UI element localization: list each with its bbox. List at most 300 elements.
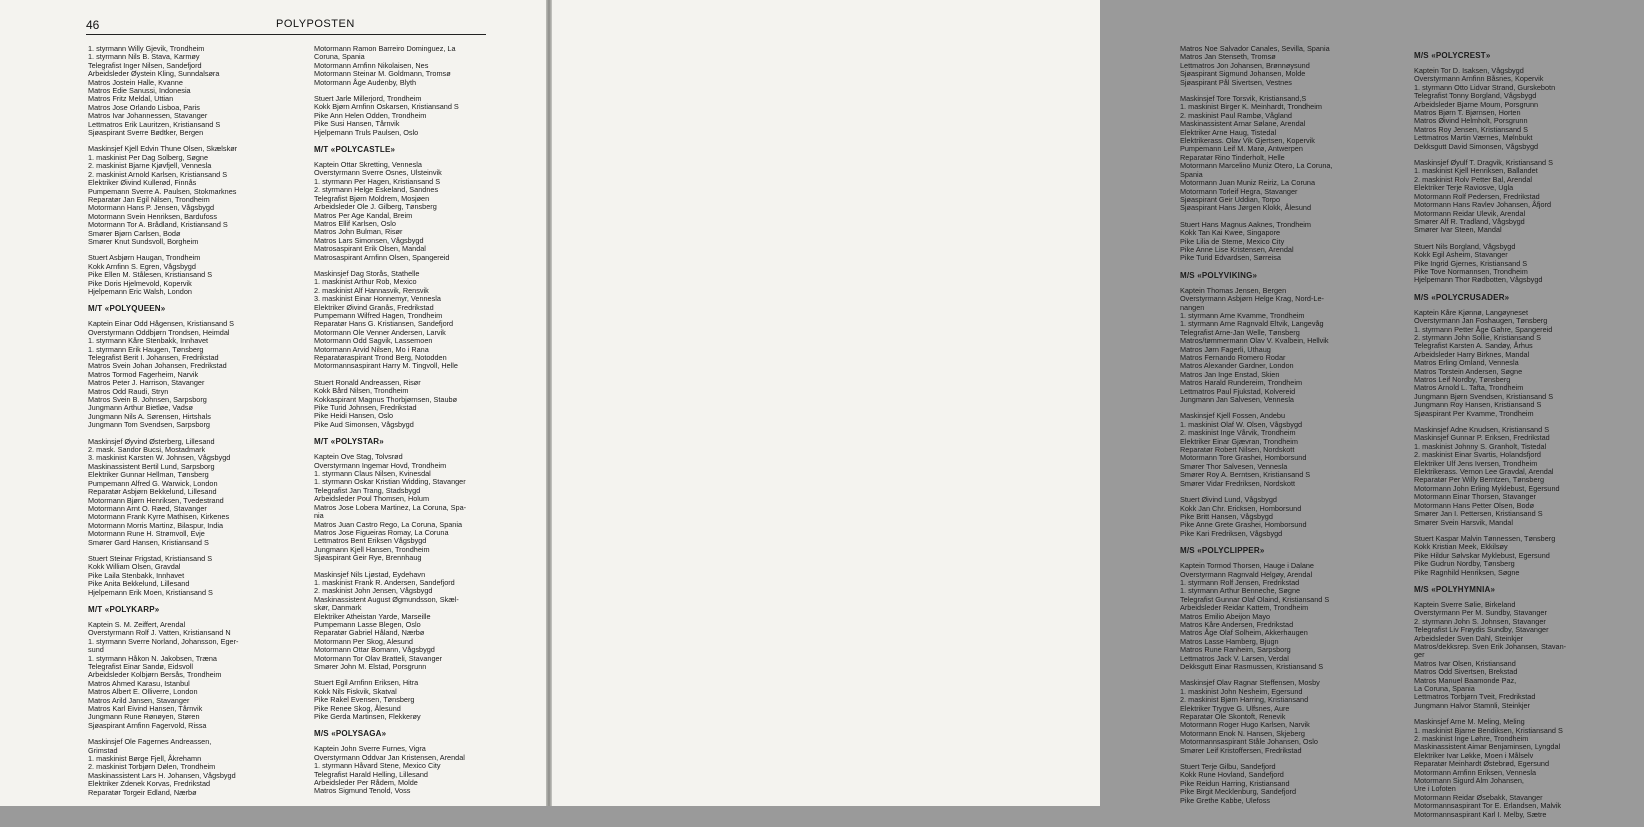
crew-entry: Lettmatros Jon Johansen, Brønnøysund bbox=[1180, 60, 1310, 70]
crew-entry: Motormann Ole Venner Andersen, Larvik bbox=[314, 327, 446, 337]
crew-entry: Matros Ivar Olsen, Kristiansand bbox=[1414, 658, 1516, 668]
crew-entry: Kokk Tan Kai Kwee, Singapore bbox=[1180, 228, 1281, 238]
crew-list bbox=[1180, 763, 1404, 805]
crew-list bbox=[1414, 309, 1644, 418]
crew-entry: Matros Svein Johan Johansen, Fredrikstad bbox=[88, 361, 227, 371]
crew-entry: Matros Fritz Meldal, Uttian bbox=[88, 94, 174, 104]
crew-entry: Reparatøraspirant Trond Berg, Notodden bbox=[314, 353, 447, 362]
crew-entry: Pike Renee Skog, Ålesund bbox=[314, 703, 401, 713]
crew-entry: Arbeidsleder Per Rådem, Molde bbox=[314, 778, 418, 788]
crew-entry: Motormann Reidar Øsebakk, Stavanger bbox=[1414, 792, 1543, 802]
crew-list bbox=[1180, 45, 1404, 87]
crew-list bbox=[314, 270, 536, 371]
crew-entry: 1. styrmann Rolf Jensen, Fredrikstad bbox=[1180, 577, 1300, 587]
crew-entry: Pike Rakel Evensen, Tønsberg bbox=[314, 695, 415, 705]
running-title: POLYPOSTEN bbox=[276, 18, 355, 30]
crew-entry: Pike Ellen M. Stålesen, Kristiansand S bbox=[88, 270, 213, 280]
crew-list bbox=[88, 555, 300, 597]
crew-entry: Reparatør Rino Tinderholt, Helle bbox=[1180, 152, 1285, 162]
ship-heading: M/T «POLYKARP» bbox=[88, 604, 160, 614]
crew-entry: skør, Danmark bbox=[314, 603, 362, 613]
crew-entry: 1. styrmann Petter Åge Gahre, Spangereid bbox=[1414, 324, 1553, 334]
crew-entry: Matros Manuel Baamonde Paz, bbox=[1414, 675, 1517, 685]
crew-entry: 2. styrmann Helge Eskeland, Sandnes bbox=[314, 185, 439, 195]
crew-entry: Motormann Åge Audenby, Blyth bbox=[314, 77, 417, 87]
crew-entry: 1. styrmann Nils B. Stava, Karmøy bbox=[88, 52, 200, 62]
crew-entry: Elektriker Arne Haug, Tistedal bbox=[1180, 127, 1277, 137]
crew-entry: Stuert Øivind Lund, Vågsbygd bbox=[1180, 495, 1277, 505]
crew-entry: Lettmatros Paul Fjukstad, Kolvereid bbox=[1180, 386, 1296, 396]
crew-entry: Arbeidsleder Sven Dahl, Steinkjer bbox=[1414, 633, 1524, 643]
crew-entry: Overstyrmann Ragnvald Helgøy, Arendal bbox=[1180, 569, 1313, 579]
crew-entry: Sjøaspirant Sigmund Johansen, Molde bbox=[1180, 69, 1306, 79]
crew-entry: Smører John M. Elstad, Porsgrunn bbox=[314, 662, 427, 671]
crew-entry: Telegrafist Karsten A. Sandøy, Århus bbox=[1414, 341, 1533, 351]
crew-entry: Kaptein John Sverre Furnes, Vigra bbox=[314, 744, 426, 754]
crew-entry: Matros Bjørn T. Bjørnsen, Horten bbox=[1414, 108, 1521, 118]
crew-entry: Maskinsjef Olav Ragnar Steffensen, Mosby bbox=[1180, 678, 1320, 688]
crew-entry: Stuert Asbjørn Haugan, Trondheim bbox=[88, 253, 201, 263]
crew-entry: nangen bbox=[1180, 302, 1205, 312]
crew-entry: Reparatør Torgeir Edland, Nærbø bbox=[88, 787, 197, 797]
right-page bbox=[552, 0, 1567, 819]
crew-entry: Kokk Nils Fiskvik, Skatval bbox=[314, 686, 397, 696]
crew-entry: Overstyrmann Jan Foshaugen, Tønsberg bbox=[1414, 316, 1548, 326]
crew-entry: Pumpemann Wilfred Hagen, Trondheim bbox=[314, 310, 443, 320]
crew-entry: Dekksgutt Einar Rasmussen, Kristiansand S bbox=[1180, 662, 1324, 671]
crew-entry: Kaptein Kåre Kjønnø, Langøyneset bbox=[1414, 307, 1528, 317]
crew-entry: 1. maskinist Johnny S. Granholt, Tistedal bbox=[1414, 441, 1547, 451]
crew-entry: Matros Sigmund Tenold, Voss bbox=[314, 786, 411, 796]
crew-entry: Lettmatros Bent Eriksen Vågsbygd bbox=[314, 536, 427, 546]
crew-entry: Pike Susi Hansen, Tårnvik bbox=[314, 119, 400, 129]
crew-entry: Kokk Kristian Meek, Ekkilsøy bbox=[1414, 542, 1508, 552]
crew-entry: Matros Øivind Helmholt, Porsgrunn bbox=[1414, 116, 1528, 126]
crew-entry: 2. maskinist Paul Rambø, Vågland bbox=[1180, 110, 1292, 120]
crew-entry: 2. maskinist Arnold Karlsen, Kristiansand S bbox=[88, 169, 228, 179]
crew-entry: Kokkaspirant Magnus Thorbjørnsen, Staubø bbox=[314, 394, 458, 404]
crew-entry: Motormann Hans Petter Olsen, Bodø bbox=[1414, 500, 1535, 510]
crew-entry: Telegrafist Inger Nilsen, Sandefjord bbox=[88, 60, 202, 70]
crew-list bbox=[314, 571, 536, 672]
crew-entry: Maskinsjef Adne Knudsen, Kristiansand S bbox=[1414, 425, 1550, 435]
crew-entry: Smører Alf R. Tradland, Vågsbygd bbox=[1414, 216, 1525, 226]
crew-entry: Pumpemann Leif M. Marø, Antwerpen bbox=[1180, 144, 1303, 154]
crew-entry: Matros Harald Rundereim, Trondheim bbox=[1180, 378, 1303, 388]
crew-entry: Smører Thor Salvesen, Vennesla bbox=[1180, 461, 1288, 471]
crew-list bbox=[1414, 243, 1644, 285]
crew-entry: ger bbox=[1414, 650, 1425, 660]
crew-entry: Elektriker Gunnar Hellman, Tønsberg bbox=[88, 470, 209, 480]
crew-entry: Pike Turid Edvardsen, Sørreisa bbox=[1180, 253, 1281, 263]
crew-entry: 1. maskinist Bjarne Bendiksen, Kristiansand S bbox=[1414, 725, 1563, 735]
crew-entry: Lettmatros Martin Værnes, Mølnbukt bbox=[1414, 133, 1533, 143]
crew-entry: Overstyrmann Ingemar Hovd, Trondheim bbox=[314, 460, 447, 470]
crew-entry: nia bbox=[314, 511, 324, 521]
crew-entry: 1. styrmann Willy Gjevik, Trondheim bbox=[88, 44, 205, 53]
crew-entry: Matros Ivar Johannessen, Stavanger bbox=[88, 111, 208, 121]
crew-entry: Smører Svein Harsvik, Mandal bbox=[1414, 517, 1513, 527]
crew-entry: Matros Tormod Fagerheim, Narvik bbox=[88, 369, 199, 379]
crew-list bbox=[1414, 535, 1644, 577]
crew-entry: Motormann Ramon Barreiro Dominguez, La bbox=[314, 44, 456, 53]
crew-entry: Motormann Marcelino Muniz Otero, La Coruna, bbox=[1180, 161, 1333, 171]
crew-list bbox=[88, 45, 300, 137]
crew-entry: Motormann Enok N. Hansen, Skjeberg bbox=[1180, 728, 1305, 738]
crew-entry: Matros Jan Stenseth, Tromsø bbox=[1180, 52, 1276, 62]
crew-entry: Stuert Terje Gilbu, Sandefjord bbox=[1180, 762, 1276, 772]
crew-entry: Motormann Arnfinn Nikolaisen, Nes bbox=[314, 60, 429, 70]
crew-entry: Matros Lasse Hamberg, Bjugn bbox=[1180, 636, 1279, 646]
crew-entry: Motormann Tore Grashei, Homborsund bbox=[1180, 453, 1307, 463]
crew-entry: Matros Leif Nordby, Tønsberg bbox=[1414, 375, 1511, 384]
crew-entry: 1. maskinist Børge Fjell, Åkrehamn bbox=[88, 754, 202, 764]
crew-entry: Kaptein Thomas Jensen, Bergen bbox=[1180, 285, 1287, 295]
crew-entry: Kokk Rune Hovland, Sandefjord bbox=[1180, 770, 1284, 780]
crew-entry: Matros Juan Castro Rego, La Coruna, Spania bbox=[314, 519, 463, 529]
crew-entry: Pike Grethe Kabbe, Ulefoss bbox=[1180, 795, 1271, 805]
crew-entry: 2. styrmann John S. Johnsen, Stavanger bbox=[1414, 616, 1546, 626]
crew-entry: Motormannsaspirant Ståle Johansen, Oslo bbox=[1180, 737, 1318, 747]
crew-entry: Matros Fernando Romero Rodar bbox=[1180, 353, 1286, 362]
crew-entry: Pike Anne Grete Grashei, Homborsund bbox=[1180, 520, 1307, 530]
crew-entry: Matros Lars Simonsen, Vågsbygd bbox=[314, 235, 424, 245]
crew-entry: Motormann Frank Kyrre Mathisen, Kirkenes bbox=[88, 512, 230, 522]
crew-entry: Pike Heidi Hansen, Oslo bbox=[314, 411, 394, 421]
crew-entry: Sjøaspirant Per Kvamme, Trondheim bbox=[1414, 408, 1534, 418]
crew-entry: Motormann Tor Olav Bratteli, Stavanger bbox=[314, 653, 443, 663]
crew-entry: Spania bbox=[1180, 169, 1203, 179]
crew-entry: Kaptein Einar Odd Hågensen, Kristiansand S bbox=[88, 319, 235, 329]
crew-entry: Pike Gudrun Nordby, Tønsberg bbox=[1414, 559, 1515, 569]
crew-entry: Overstyrmann Sverre Osnes, Ulsteinvik bbox=[314, 168, 442, 178]
crew-entry: Hjelpemann Erik Moen, Kristiansand S bbox=[88, 587, 213, 597]
crew-entry: Pike Reidun Harring, Kristiansand bbox=[1180, 778, 1290, 788]
crew-entry: 2. maskinist Inge Vårvik, Trondheim bbox=[1180, 428, 1296, 438]
crew-entry: Matros Arild Jansen, Stavanger bbox=[88, 695, 190, 705]
crew-entry: Dekksgutt David Simonsen, Vågsbygd bbox=[1414, 141, 1539, 151]
crew-entry: 1. maskinist Arthur Rob, Mexico bbox=[314, 277, 417, 287]
crew-list bbox=[1414, 67, 1644, 151]
crew-entry: 1. styrmann Otto Lidvar Strand, Gurskebotn bbox=[1414, 82, 1556, 92]
crew-entry: Sjøaspirant Geir Rye, Brennhaug bbox=[314, 553, 422, 563]
crew-entry: Elektriker Terje Raviosve, Ugla bbox=[1414, 183, 1514, 193]
crew-entry: Arbeidsleder Reidar Kattem, Trondheim bbox=[1180, 603, 1309, 613]
crew-entry: Pike Kari Fredriksen, Vågsbygd bbox=[1180, 528, 1283, 538]
crew-entry: Pumpemann Sverre A. Paulsen, Stokmarknes bbox=[88, 186, 237, 196]
crew-entry: Matros Jose Orlando Lisboa, Paris bbox=[88, 102, 200, 112]
crew-entry: Matros Jan Inge Enstad, Skien bbox=[1180, 369, 1280, 379]
crew-entry: Motormann Torleif Hegra, Stavanger bbox=[1180, 186, 1298, 196]
crew-entry: Elektriker Zdenek Korvas, Fredrikstad bbox=[88, 779, 211, 789]
crew-entry: Lettmatros Jack V. Larsen, Verdal bbox=[1180, 653, 1289, 663]
crew-entry: Overstyrmann Oddbjørn Trondsen, Heimdal bbox=[88, 327, 230, 337]
crew-entry: Telegrafist Bjørn Moldrem, Mosjøen bbox=[314, 193, 430, 203]
crew-entry: 2. maskinist Torbjørn Dølen, Trondheim bbox=[88, 762, 216, 772]
crew-entry: Matros Per Age Kandal, Breim bbox=[314, 210, 413, 220]
crew-entry: Motormannsaspirant Karl I. Melby, Sætre bbox=[1414, 809, 1547, 819]
crew-entry: Sjøaspirant Sverre Bødtker, Bergen bbox=[88, 128, 204, 138]
crew-entry: Pike Laila Stenbakk, Innhavet bbox=[88, 570, 185, 580]
crew-list bbox=[1414, 426, 1644, 527]
crew-entry: Maskinsjef Nils Ljøstad, Eydehavn bbox=[314, 569, 426, 579]
crew-entry: Stuert Egil Arnfinn Eriksen, Hitra bbox=[314, 678, 419, 688]
crew-entry: Matros Edie Sanussi, Indonesia bbox=[88, 86, 191, 96]
crew-entry: Matros Åge Olaf Solheim, Akkerhaugen bbox=[1180, 628, 1308, 638]
crew-entry: Motormann Per Skog, Alesund bbox=[314, 636, 413, 646]
crew-entry: Motormann Juan Muniz Reiriz, La Coruna bbox=[1180, 178, 1316, 188]
crew-entry: 1. styrmann Håvard Stene, Mexico City bbox=[314, 761, 441, 771]
crew-entry: Elektriker Einar Gjævran, Trondheim bbox=[1180, 436, 1299, 446]
crew-entry: Matros John Bulman, Risør bbox=[314, 227, 403, 237]
crew-entry: Hjelpemann Truls Paulsen, Oslo bbox=[314, 127, 419, 137]
crew-entry: Smører Knut Sundsvoll, Borgheim bbox=[88, 236, 199, 246]
crew-entry: Matros Svein B. Johnsen, Sarpsborg bbox=[88, 395, 207, 405]
crew-entry: Stuert Hans Magnus Aaknes, Trondheim bbox=[1180, 219, 1312, 229]
crew-entry: Stuert Ronald Andreassen, Risør bbox=[314, 377, 421, 387]
crew-entry: Sjøaspirant Geir Uddian, Torpo bbox=[1180, 194, 1281, 204]
crew-entry: Pike Gerda Martinsen, Flekkerøy bbox=[314, 712, 421, 722]
crew-entry: 3. maskinist Karsten W. Johnsen, Vågsbygd bbox=[88, 453, 231, 463]
crew-list bbox=[88, 254, 300, 296]
crew-entry: Stuert Jarle Millerjord, Trondheim bbox=[314, 94, 422, 104]
crew-entry: Stuert Kaspar Malvin Tønnessen, Tønsberg bbox=[1414, 533, 1556, 543]
crew-list bbox=[1414, 601, 1644, 710]
crew-entry: 1. styrmann Arthur Benneche, Søgne bbox=[1180, 586, 1301, 596]
left-column-2 bbox=[314, 45, 536, 804]
crew-entry: 1. styrmann Sverre Norland, Johansson, Eger- bbox=[88, 636, 239, 646]
crew-entry: 1. maskinist Kjell Henriksen, Ballandet bbox=[1414, 166, 1538, 176]
crew-entry: Overstyrmann Per M. Sundby, Stavanger bbox=[1414, 608, 1547, 618]
crew-entry: Matros Jostein Halle, Kvanne bbox=[88, 77, 183, 87]
crew-entry: Stuert Steinar Frigstad, Kristiansand S bbox=[88, 553, 213, 563]
crew-entry: 2. maskinist Alf Hannasvik, Rensvik bbox=[314, 285, 429, 295]
crew-entry: Arbeidsleder Kolbjørn Bersås, Trondheim bbox=[88, 670, 222, 680]
crew-entry: Hjelpemann Eric Walsh, London bbox=[88, 286, 192, 296]
crew-list bbox=[88, 320, 300, 429]
crew-list bbox=[1180, 412, 1404, 488]
crew-entry: Pike Ann Helen Odden, Trondheim bbox=[314, 110, 427, 120]
crew-entry: Telegrafist Liv Frøydis Sundby, Stavanger bbox=[1414, 625, 1549, 635]
crew-entry: Smører Leif Kristoffersen, Fredrikstad bbox=[1180, 745, 1302, 755]
crew-entry: Kokk Jan Chr. Ericksen, Homborsund bbox=[1180, 503, 1302, 513]
crew-entry: Reparatør Per Willy Berntzen, Tønsberg bbox=[1414, 475, 1545, 485]
crew-entry: Coruna, Spania bbox=[314, 52, 365, 62]
crew-entry: La Coruna, Spania bbox=[1414, 684, 1475, 693]
crew-entry: Telegrafist Tonny Borgland, Vågsbygd bbox=[1414, 91, 1537, 101]
crew-entry: Jungmann Nils A. Sørensen, Hirtshals bbox=[88, 411, 211, 421]
crew-entry: Overstyrmann Asbjørn Helge Krag, Nord-Le- bbox=[1180, 294, 1324, 304]
page-header bbox=[86, 18, 486, 35]
crew-entry: Matros Torstein Andersen, Søgne bbox=[1414, 366, 1523, 376]
crew-entry: Pike Ragnhild Henriksen, Søgne bbox=[1414, 567, 1520, 577]
crew-entry: Hjelpemann Thor Rødbotten, Vågsbygd bbox=[1414, 275, 1543, 285]
crew-entry: Jungmann Bjørn Svendsen, Kristiansand S bbox=[1414, 391, 1554, 401]
crew-entry: Arbeidsleder Poul Thomsen, Holum bbox=[314, 494, 430, 504]
right-column-2 bbox=[1414, 45, 1644, 827]
crew-entry: Kaptein Ove Stag, Tolvsrød bbox=[314, 452, 403, 462]
crew-entry: Reparatør Asbjørn Bekkelund, Lillesand bbox=[88, 487, 217, 497]
crew-list bbox=[314, 161, 536, 262]
crew-entry: Arbeidsleder Bjarne Moum, Porsgrunn bbox=[1414, 99, 1539, 109]
crew-entry: Ure i Lofoten bbox=[1414, 784, 1456, 794]
left-column-1 bbox=[88, 45, 300, 805]
crew-entry: Jungmann Roy Hansen, Kristiansand S bbox=[1414, 400, 1542, 410]
crew-entry: Smører Jan I. Pettersen, Kristiansand S bbox=[1414, 509, 1543, 519]
crew-entry: Reparatør Robert Nilsen, Nordskott bbox=[1180, 445, 1295, 455]
crew-entry: Matros Odd Raudi, Stryn bbox=[88, 386, 169, 396]
crew-entry: Jungmann Kjell Hansen, Trondheim bbox=[314, 544, 430, 554]
crew-entry: Motormann Arvid Nilsen, Mo i Rana bbox=[314, 344, 429, 354]
crew-entry: Matros Jose Figueiras Romay, La Coruna bbox=[314, 527, 449, 537]
crew-entry: 1. styrmann Erik Haugen, Tønsberg bbox=[88, 344, 204, 354]
crew-entry: Motormann Roger Hugo Karlsen, Narvik bbox=[1180, 720, 1310, 730]
crew-entry: Stuert Nils Borgland, Vågsbygd bbox=[1414, 241, 1516, 251]
crew-entry: Motormannsaspirant Tor E. Erlandsen, Malvik bbox=[1414, 801, 1562, 811]
crew-entry: Pumpemann Lasse Blegen, Oslo bbox=[314, 619, 421, 629]
crew-entry: Matros Erling Omland, Vennesla bbox=[1414, 358, 1519, 368]
crew-entry: Arbeidsleder Harry Birknes, Mandal bbox=[1414, 349, 1530, 359]
crew-entry: Motormannsaspirant Harry M. Tingvoll, Helle bbox=[314, 361, 458, 371]
crew-entry: Motormann Odd Sagvik, Lassemoen bbox=[314, 336, 433, 346]
crew-entry: Reparatør Meinhardt Østebrød, Egersund bbox=[1414, 759, 1550, 769]
crew-entry: Pike Birgit Mecklenburg, Sandefjord bbox=[1180, 787, 1296, 797]
crew-entry: Pike Tove Normannsen, Trondheim bbox=[1414, 266, 1528, 276]
crew-list bbox=[88, 438, 300, 547]
crew-entry: Maskinsjef Dag Storås, Stathelle bbox=[314, 268, 420, 278]
crew-entry: Motormann Hans Ravlev Johansen, Åfjord bbox=[1414, 200, 1552, 210]
crew-entry: Matros Peter J. Harrison, Stavanger bbox=[88, 378, 205, 388]
crew-list bbox=[1414, 159, 1644, 235]
crew-entry: Reparatør Ole Skontoft, Renevik bbox=[1180, 712, 1286, 722]
crew-entry: Elektriker Ulf Jens Iversen, Trondheim bbox=[1414, 458, 1538, 468]
crew-entry: Matros Emilio Abeijon Mayo bbox=[1180, 611, 1271, 621]
crew-entry: Telegrafist Gunnar Olaf Olaind, Kristiansand S bbox=[1180, 594, 1330, 604]
crew-entry: Elektrikerass. Olav Vik Gjertsen, Kopervik bbox=[1180, 136, 1315, 146]
crew-entry: Matrosaspirant Arnfinn Olsen, Spangereid bbox=[314, 252, 450, 262]
crew-entry: 2. maskinist Einar Svartis, Holandsfjord bbox=[1414, 450, 1541, 460]
crew-list bbox=[1180, 221, 1404, 263]
ship-heading: M/S «POLYHYMNIA» bbox=[1414, 584, 1496, 594]
crew-entry: 1. maskinist John Nesheim, Egersund bbox=[1180, 686, 1303, 696]
crew-entry: Smører Ivar Steen, Mandal bbox=[1414, 225, 1502, 235]
crew-entry: Maskinassistent Aimar Benjaminsen, Lyngdal bbox=[1414, 742, 1561, 752]
crew-entry: Matros Karl Eivind Hansen, Tårnvik bbox=[88, 704, 203, 714]
ship-heading: M/T «POLYQUEEN» bbox=[88, 304, 166, 314]
crew-entry: Telegrafist Harald Helling, Lillesand bbox=[314, 769, 428, 779]
crew-entry: Motormann John Erling Myklebust, Egersund bbox=[1414, 483, 1560, 493]
crew-entry: Maskinsjef Ole Fagernes Andreassen, bbox=[88, 737, 212, 747]
crew-entry: Motormann Tor A. Brådland, Kristiansand S bbox=[88, 220, 228, 230]
crew-entry: Motormann Arnfinn Eriksen, Vennesla bbox=[1414, 767, 1537, 777]
crew-list bbox=[1414, 718, 1644, 819]
crew-list bbox=[314, 95, 536, 137]
crew-entry: Reparatør Jan Egil Nilsen, Trondheim bbox=[88, 194, 210, 204]
crew-entry: Matros Jose Lobera Martinez, La Coruna, Spa- bbox=[314, 502, 467, 512]
crew-entry: Elektriker Ivar Løkke, Moen i Målselv bbox=[1414, 750, 1534, 760]
crew-entry: Motormann Einar Thorsen, Stavanger bbox=[1414, 492, 1536, 502]
crew-entry: Smører Gard Hansen, Kristiansand S bbox=[88, 537, 209, 547]
crew-entry: Matros Albert E. Olliverre, London bbox=[88, 687, 198, 697]
crew-entry: Motormann Sigurd Alm Johansen, bbox=[1414, 776, 1524, 786]
crew-list bbox=[88, 145, 300, 246]
crew-entry: Matros/tømmermann Olav V. Kvalbein, Hellvik bbox=[1180, 336, 1329, 346]
crew-entry: 2. maskinist Inge Løhre, Trondheim bbox=[1414, 734, 1529, 744]
crew-entry: Jungmann Rune Rønøyen, Støren bbox=[88, 712, 200, 722]
crew-entry: Telegrafist Arne-Jan Welle, Tønsberg bbox=[1180, 327, 1300, 337]
crew-list bbox=[88, 738, 300, 797]
ship-heading: M/T «POLYSTAR» bbox=[314, 437, 384, 447]
crew-list bbox=[314, 453, 536, 562]
crew-entry: Smører Roy A. Berntsen, Kristiansand S bbox=[1180, 470, 1311, 480]
crew-entry: 2. styrmann John Sollie, Kristiansand S bbox=[1414, 332, 1541, 342]
crew-list bbox=[1180, 287, 1404, 405]
crew-entry: 1. styrmann Claus Nilsen, Kvinesdal bbox=[314, 469, 431, 479]
crew-entry: 1. maskinist Birger K. Meinhardt, Trondheim bbox=[1180, 102, 1322, 112]
crew-entry: Matros Rune Ranheim, Sarpsborg bbox=[1180, 645, 1291, 655]
crew-entry: Matros Odd Sivertsen, Brekstad bbox=[1414, 667, 1518, 677]
crew-entry: Telegrafist Berit I. Johansen, Fredrikstad bbox=[88, 353, 219, 362]
crew-entry: Kokk Bjørn Arnfinn Oskarsen, Kristiansand S bbox=[314, 102, 459, 112]
crew-entry: Lettmatros Erik Lauritzen, Kristiansand S bbox=[88, 119, 221, 129]
crew-entry: Reparatør Gabriel Håland, Nærbø bbox=[314, 628, 425, 638]
crew-entry: Arbeidsleder Ole J. Gilberg, Tønsberg bbox=[314, 202, 437, 212]
crew-entry: Telegrafist Jan Trang, Stadsbygd bbox=[314, 485, 421, 495]
crew-entry: 1. maskinist Frank R. Andersen, Sandefjord bbox=[314, 577, 455, 587]
crew-entry: Pike Anita Bekkelund, Lillesand bbox=[88, 579, 190, 589]
crew-entry: Kaptein Ottar Skretting, Vennesla bbox=[314, 160, 422, 170]
ship-heading: M/S «POLYVIKING» bbox=[1180, 270, 1258, 280]
page-number: 46 bbox=[86, 18, 100, 32]
crew-entry: Jungmann Jan Salvesen, Vennesla bbox=[1180, 395, 1294, 405]
crew-entry: Maskinsjef Arne M. Meling, Meling bbox=[1414, 717, 1525, 727]
crew-entry: Kaptein Tormod Thorsen, Hauge i Dalane bbox=[1180, 561, 1314, 571]
crew-entry: Maskinsjef Kjell Fossen, Andebu bbox=[1180, 411, 1286, 421]
crew-entry: 1. styrmann Håkon N. Jakobsen, Træna bbox=[88, 653, 217, 663]
crew-entry: Maskinassistent August Øgmundsson, Skæl- bbox=[314, 594, 459, 604]
crew-entry: 2. maskinist Rolv Petter Bal, Arendal bbox=[1414, 174, 1533, 184]
right-column-1 bbox=[1180, 45, 1404, 813]
crew-entry: Pike Anne Lise Kristensen, Arendal bbox=[1180, 244, 1294, 254]
crew-entry: Motormann Ottar Bomann, Vågsbygd bbox=[314, 645, 435, 655]
crew-entry: Sjøaspirant Pål Sivertsen, Vestnes bbox=[1180, 77, 1292, 87]
crew-entry: Jungmann Halvor Stamnli, Steinkjer bbox=[1414, 700, 1530, 710]
crew-entry: Overstyrmann Oddvar Jan Kristensen, Arendal bbox=[314, 752, 465, 762]
crew-entry: Pike Turid Johnsen, Fredrikstad bbox=[314, 403, 417, 413]
crew-entry: Matros/dekksrep. Sven Erik Johansen, Stavan- bbox=[1414, 641, 1567, 651]
crew-entry: Pike Ingrid Gjernes, Kristiansand S bbox=[1414, 258, 1528, 268]
ship-heading: M/S «POLYCLIPPER» bbox=[1180, 546, 1265, 556]
crew-entry: Motormann Morris Martinz, Bilaspur, India bbox=[88, 520, 224, 530]
crew-entry: Elektriker Øivind Kullerød, Finnås bbox=[88, 178, 197, 188]
crew-list bbox=[1180, 95, 1404, 213]
crew-list bbox=[1180, 562, 1404, 671]
crew-list bbox=[314, 379, 536, 429]
ship-heading: M/T «POLYCASTLE» bbox=[314, 145, 396, 155]
crew-entry: Sjøaspirant Arnfinn Fagervold, Rissa bbox=[88, 720, 207, 730]
crew-entry: Overstyrmann Arnfinn Båsnes, Kopervik bbox=[1414, 74, 1544, 84]
crew-entry: Motormann Svein Henriksen, Bardufoss bbox=[88, 211, 217, 221]
crew-entry: Jungmann Arthur Bietløe, Vadsø bbox=[88, 403, 193, 413]
crew-list bbox=[1180, 496, 1404, 538]
crew-entry: Pike Aud Simonsen, Vågsbygd bbox=[314, 419, 414, 429]
crew-entry: Elektrikerass. Vernon Lee Gravdal, Arendal bbox=[1414, 467, 1554, 477]
crew-entry: Grimstad bbox=[88, 745, 118, 755]
ship-heading: M/S «POLYCRUSADER» bbox=[1414, 292, 1510, 302]
crew-entry: 2. maskinist Bjarne Kjøvfjell, Vennesla bbox=[88, 161, 212, 171]
crew-entry: 2. maskinist John Jensen, Vågsbygd bbox=[314, 586, 433, 596]
crew-list bbox=[314, 679, 536, 721]
